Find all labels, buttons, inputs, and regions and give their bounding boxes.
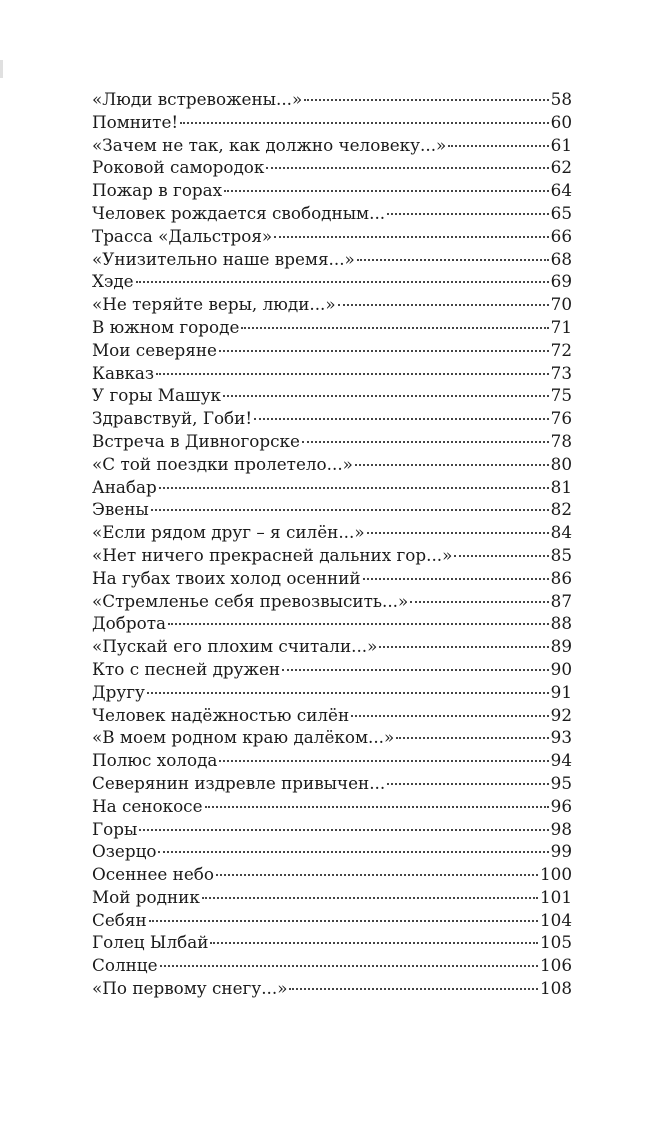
toc-entry	[92, 339, 572, 362]
toc-entry-page-number: 73	[550, 362, 572, 383]
toc-entry-title: Горы	[92, 818, 138, 839]
toc-dot-leader	[302, 441, 549, 443]
toc-entry-page-number: 60	[550, 111, 572, 132]
toc-entry-page-number: 99	[550, 841, 572, 862]
toc-entry	[92, 840, 572, 863]
toc-dot-leader	[223, 395, 549, 397]
toc-entry-page-number: 94	[550, 750, 572, 771]
toc-entry-page-number: 80	[550, 453, 572, 474]
toc-entry-page-number: 82	[550, 499, 572, 520]
toc-entry-title: Человек рождается свободным...	[92, 202, 386, 223]
toc-entry-title: «Люди встревожены...»	[92, 89, 303, 109]
toc-entry-title: Кто с песней дружен	[92, 658, 281, 679]
toc-entry	[92, 612, 572, 635]
toc-entry-title: «Стремленье себя превозвысить...»	[92, 590, 409, 611]
toc-dot-leader	[282, 669, 549, 671]
toc-entry-title: Хэде	[92, 271, 134, 292]
toc-entry-page-number: 64	[550, 180, 572, 201]
toc-dot-leader	[147, 692, 549, 694]
toc-dot-leader	[210, 942, 538, 944]
toc-entry-page-number: 85	[550, 544, 572, 565]
toc-entry-page-number: 71	[550, 316, 572, 337]
toc-entry	[92, 384, 572, 407]
toc-entry	[92, 863, 572, 886]
toc-entry	[92, 362, 572, 385]
toc-entry-page-number: 62	[550, 157, 572, 178]
toc-entry-title: Трасса «Дальстроя»	[92, 225, 273, 246]
toc-entry-title: Солнце	[92, 955, 158, 976]
toc-entry	[92, 772, 572, 795]
toc-entry-title: Анабар	[92, 476, 157, 497]
toc-entry-page-number: 101	[539, 886, 572, 907]
toc-entry-title: Мои северяне	[92, 339, 217, 360]
toc-dot-leader	[367, 532, 549, 534]
toc-entry-page-number: 65	[550, 202, 572, 223]
toc-entry-page-number: 108	[539, 978, 572, 999]
toc-entry	[92, 156, 572, 179]
toc-entry	[92, 430, 572, 453]
toc-entry-title: На губах твоих холод осенний	[92, 567, 361, 588]
toc-dot-leader	[224, 190, 548, 192]
toc-entry-page-number: 75	[550, 385, 572, 406]
toc-dot-leader	[410, 601, 548, 603]
toc-entry	[92, 88, 572, 111]
toc-dot-leader	[274, 236, 548, 238]
toc-dot-leader	[355, 464, 549, 466]
toc-dot-leader	[219, 350, 549, 352]
toc-entry-title: Мой родник	[92, 886, 200, 907]
toc-entry-title: Полюс холода	[92, 750, 218, 771]
toc-entry-title: «Зачем не так, как должно человеку...»	[92, 134, 447, 155]
toc-entry	[92, 476, 572, 499]
toc-entry	[92, 886, 572, 909]
toc-entry-title: «В моем родном краю далёком...»	[92, 727, 395, 748]
toc-dot-leader	[387, 783, 548, 785]
toc-entry-title: Эвены	[92, 499, 149, 520]
toc-dot-leader	[454, 555, 548, 557]
toc-entry	[92, 749, 572, 772]
toc-entry-page-number: 105	[539, 932, 572, 953]
toc-dot-leader	[180, 122, 549, 124]
toc-entry	[92, 248, 572, 271]
toc-dot-leader	[289, 988, 538, 990]
toc-entry-title: «Нет ничего прекрасней дальних гор...»	[92, 544, 453, 565]
toc-entry	[92, 179, 572, 202]
toc-entry-title: Здравствуй, Гоби!	[92, 408, 253, 429]
toc-entry-page-number: 78	[550, 430, 572, 451]
toc-entry-page-number: 58	[550, 89, 572, 109]
toc-entry-page-number: 106	[539, 955, 572, 976]
toc-dot-leader	[151, 509, 549, 511]
page-edge-mark	[0, 60, 3, 78]
toc-entry-title: «Пускай его плохим считали...»	[92, 636, 378, 657]
toc-dot-leader	[241, 327, 548, 329]
toc-entry-title: «Не теряйте веры, люди...»	[92, 294, 336, 315]
toc-entry-title: Помните!	[92, 111, 179, 132]
toc-entry	[92, 726, 572, 749]
toc-entry-page-number: 100	[539, 864, 572, 885]
toc-entry	[92, 293, 572, 316]
toc-dot-leader	[254, 418, 549, 420]
toc-entry	[92, 590, 572, 613]
toc-entry-title: «С той поездки пролетело...»	[92, 453, 353, 474]
toc-entry	[92, 954, 572, 977]
toc-entry-page-number: 72	[550, 339, 572, 360]
toc-entry-page-number: 98	[550, 818, 572, 839]
toc-entry	[92, 909, 572, 932]
toc-dot-leader	[160, 965, 538, 967]
toc-entry-page-number: 66	[550, 225, 572, 246]
toc-entry-page-number: 92	[550, 704, 572, 725]
toc-entry-title: Доброта	[92, 613, 166, 634]
toc-dot-leader	[357, 259, 549, 261]
toc-dot-leader	[136, 281, 549, 283]
toc-entry	[92, 453, 572, 476]
toc-entry-title: У горы Машук	[92, 385, 221, 406]
toc-dot-leader	[205, 806, 549, 808]
toc-dot-leader	[158, 851, 548, 853]
toc-dot-leader	[202, 897, 538, 899]
toc-entry-page-number: 88	[550, 613, 572, 634]
toc-entry	[92, 225, 572, 248]
toc-entry	[92, 795, 572, 818]
toc-entry	[92, 544, 572, 567]
toc-entry	[92, 977, 572, 1000]
toc-entry-title: В южном городе	[92, 316, 240, 337]
toc-entry-title: Осеннее небо	[92, 864, 214, 885]
toc-entry-title: Северянин издревле привычен...	[92, 772, 386, 793]
toc-entry-page-number: 81	[550, 476, 572, 497]
toc-entry-title: Человек надёжностью силён	[92, 704, 350, 725]
toc-entry-page-number: 84	[550, 522, 572, 543]
toc-dot-leader	[304, 99, 548, 101]
toc-entry	[92, 202, 572, 225]
toc-entry-page-number: 93	[550, 727, 572, 748]
toc-entry-title: Себян	[92, 909, 147, 930]
toc-entry-page-number: 69	[550, 271, 572, 292]
toc-entry-title: Голец Ылбай	[92, 932, 209, 953]
toc-entry-page-number: 90	[550, 658, 572, 679]
toc-entry-title: «Унизительно наше время...»	[92, 248, 355, 269]
toc-dot-leader	[338, 304, 549, 306]
toc-dot-leader	[448, 145, 548, 147]
toc-entry-title: На сенокосе	[92, 795, 203, 816]
toc-entry-page-number: 87	[550, 590, 572, 611]
table-of-contents	[92, 88, 572, 1000]
toc-dot-leader	[159, 487, 549, 489]
toc-dot-leader	[216, 874, 538, 876]
toc-entry-page-number: 89	[550, 636, 572, 657]
toc-entry	[92, 407, 572, 430]
toc-dot-leader	[168, 623, 549, 625]
toc-dot-leader	[149, 920, 538, 922]
toc-entry-page-number: 86	[550, 567, 572, 588]
toc-entry	[92, 635, 572, 658]
toc-dot-leader	[396, 737, 548, 739]
toc-dot-leader	[139, 829, 548, 831]
toc-entry-title: Роковой самородок	[92, 157, 265, 178]
toc-entry	[92, 818, 572, 841]
toc-entry-page-number: 104	[539, 909, 572, 930]
toc-dot-leader	[219, 760, 548, 762]
toc-entry-title: Кавказ	[92, 362, 155, 383]
toc-dot-leader	[379, 646, 548, 648]
toc-entry-page-number: 91	[550, 681, 572, 702]
toc-entry-title: «Если рядом друг – я силён...»	[92, 522, 365, 543]
toc-entry-title: Пожар в горах	[92, 180, 223, 201]
toc-entry-page-number: 96	[550, 795, 572, 816]
toc-entry	[92, 931, 572, 954]
toc-dot-leader	[351, 715, 548, 717]
toc-entry	[92, 270, 572, 293]
toc-entry	[92, 567, 572, 590]
toc-dot-leader	[266, 167, 548, 169]
toc-dot-leader	[363, 578, 549, 580]
toc-dot-leader	[387, 213, 549, 215]
toc-entry	[92, 134, 572, 157]
toc-entry-page-number: 61	[550, 134, 572, 155]
toc-entry	[92, 111, 572, 134]
toc-dot-leader	[156, 373, 549, 375]
toc-entry	[92, 681, 572, 704]
toc-entry-title: Другу	[92, 681, 145, 702]
toc-entry-page-number: 95	[550, 772, 572, 793]
toc-entry	[92, 704, 572, 727]
toc-entry-title: «По первому снегу...»	[92, 978, 288, 999]
toc-entry-page-number: 68	[550, 248, 572, 269]
toc-entry	[92, 658, 572, 681]
toc-entry-title: Озерцо	[92, 841, 157, 862]
toc-entry	[92, 316, 572, 339]
toc-entry-title: Встреча в Дивногорске	[92, 430, 300, 451]
toc-entry-page-number: 70	[550, 294, 572, 315]
toc-entry-page-number: 76	[550, 408, 572, 429]
toc-entry	[92, 498, 572, 521]
toc-entry	[92, 521, 572, 544]
